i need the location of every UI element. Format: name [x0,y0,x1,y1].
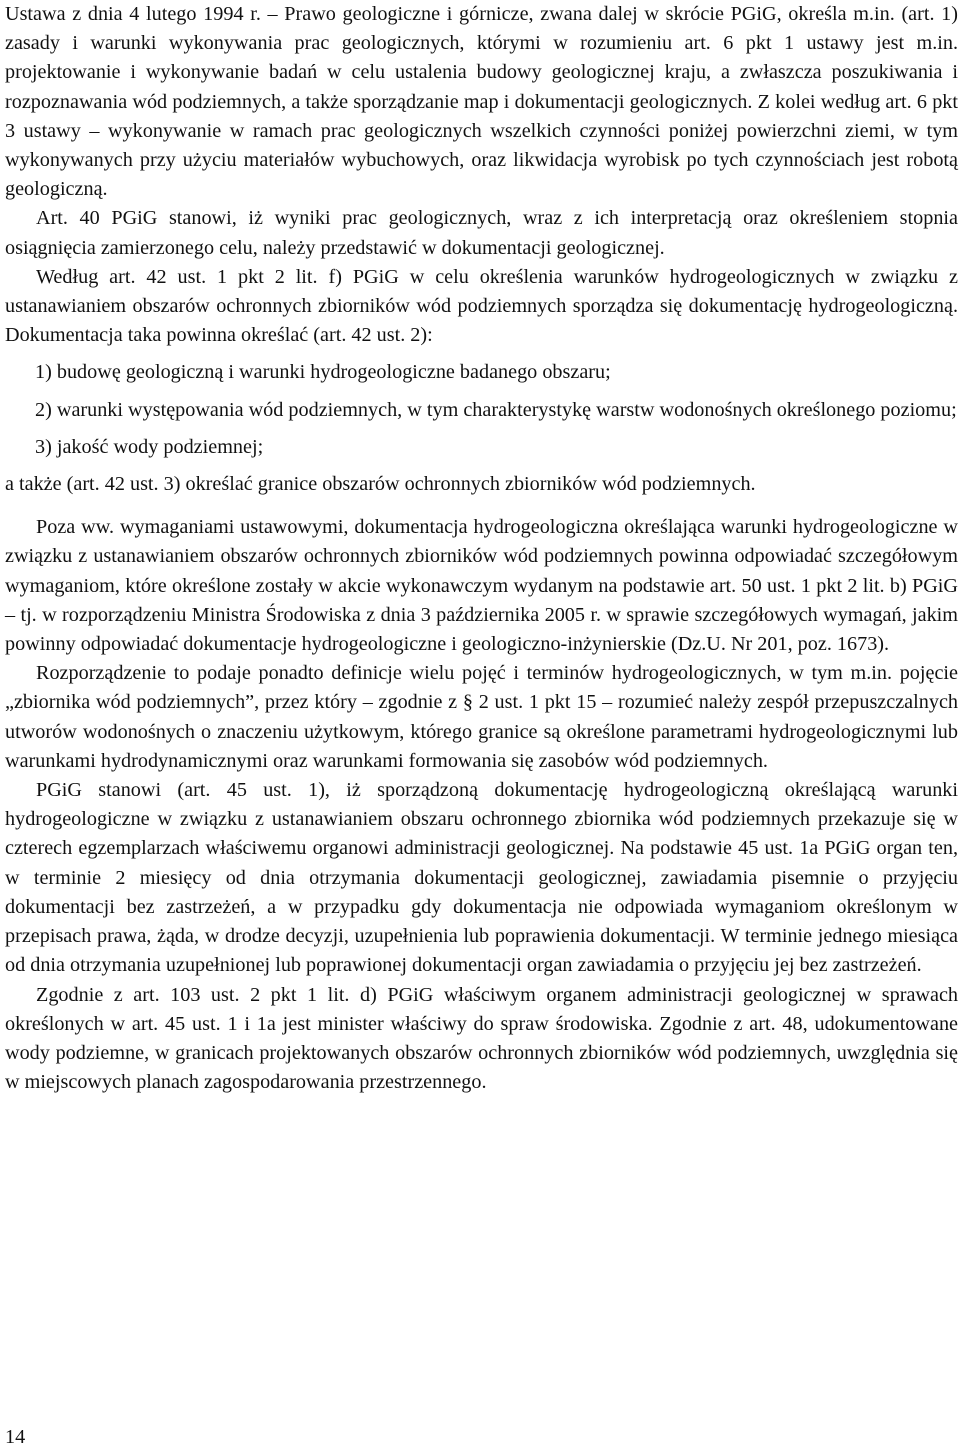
paragraph-art-42: Według art. 42 ust. 1 pkt 2 lit. f) PGiG w celu określenia warunków hydrogeologicznych w związku z ustanawianiem obszarów ochronnych zbiorników wód podziemnych sporządza się dokumentację hydrogeologiczną. Dokumentacja taka powinna określać (art. 42 ust. 2): [5,265,958,347]
requirements-list [5,358,958,462]
paragraph-art-45: PGiG stanowi (art. 45 ust. 1), iż sporządzoną dokumentację hydrogeologiczną określającą warunki hydrogeologiczne w związku z ustanawianiem obszaru ochronnego zbiornika wód podziemnych przekazuje się w czterech egzemplarzach właściwemu organowi administracji geologicznej. Na podstawie 45 ust. 1a PGiG organ ten, w terminie 2 miesięcy od dnia otrzymania dokumentacji geologicznej, zawiadamia pisemnie o przyjęciu dokumentacji bez zastrzeżeń, a w przypadku gdy dokumentacja nie odpowiada wymaganiom określonym w przepisach prawa, żąda, w drodze decyzji, uzupełnienia lub poprawienia dokumentacji. W terminie jednego miesiąca od dnia otrzymania uzupełnionej lub poprawionej dokumentacji organ zawiadamia o przyjęciu jej bez zastrzeżeń. [5,779,958,977]
list-item: 2) warunki występowania wód podziemnych, w tym charakterystykę warstw wodonośnych określonego poziomu; [35,398,957,421]
paragraph-intro [5,0,958,204]
document-page [5,0,958,1097]
list-item: 1) budowę geologiczną i warunki hydrogeologiczne badanego obszaru; [35,361,611,384]
paragraph-definitions: Rozporządzenie to podaje ponadto definicje wielu pojęć i terminów hydrogeologicznych, w tym m.in. pojęcie „zbiornika wód podziemnych”, przez który – zgodnie z § 2 ust. 1 pkt 15 – rozumieć należy zespół przepuszczalnych utworów wodonośnych o znaczeniu użytkowym, którego granice są określone parametrami hydrogeologicznymi lub warunkami hydrodynamicznymi oraz warunkami formowania się zasobów wód podziemnych. [5,662,958,772]
paragraph-requirements: Poza ww. wymaganiami ustawowymi, dokumentacja hydrogeologiczna określająca warunki hydrogeologiczne w związku z ustanawianiem obszarów ochronnych zbiorników wód podziemnych powinna odpowiadać szczegółowym wymaganiom, które określone zostały w akcie wykonawczym wydanym na podstawie art. 50 ust. 1 pkt 2 lit. b) PGiG – tj. w rozporządzeniu Ministra Środowiska z dnia 3 października 2005 r. w sprawie szczegółowych wymagań, jakim powinny odpowiadać dokumentacje hydrogeologiczne i geologiczno-inżynierskie (Dz.U. Nr 201, poz. 1673). [5,516,958,656]
paragraph-intro-text: Ustawa z dnia 4 lutego 1994 r. – Prawo geologiczne i górnicze, zwana dalej w skrócie PGiG, określa m.in. (art. 1) zasady i warunki wykonywania prac geologicznych, którymi w rozumieniu art. 6 pkt 1 ustawy jest m.in. projektowanie i wykonywanie badań w celu ustalenia budowy geologicznej kraju, a zwłaszcza poszukiwania i rozpoznawania wód podziemnych, a także sporządzanie map i dokumentacji geologicznych. Z kolei według art. 6 pkt 3 ustawy – wykonywanie w ramach prac geologicznych wszelkich czynności poniżej powierzchni ziemi, w tym wykonywanych przy użyciu materiałów wybuchowych, oraz likwidacja wyrobisk po tych czynnościach jest robotą geologiczną. [5,3,958,201]
page-number: 14 [5,1426,26,1448]
list-item: 3) jakość wody podziemnej; [35,435,264,458]
paragraph-art-40: Art. 40 PGiG stanowi, iż wyniki prac geologicznych, wraz z ich interpretacją oraz określeniem stopnia osiągnięcia zamierzonego celu, należy przedstawić w dokumentacji geologicznej. [5,207,958,259]
paragraph-art-103: Zgodnie z art. 103 ust. 2 pkt 1 lit. d) PGiG właściwym organem administracji geologicznej w sprawach określonych w art. 45 ust. 1 i 1a jest minister właściwy do spraw środowiska. Zgodnie z art. 48, udokumentowane wody podziemne, w granicach projektowanych obszarów ochronnych zbiorników wód podziemnych, uwzględnia się w miejscowych planach zagospodarowania przestrzennego. [5,983,958,1094]
list-tail-line: a także (art. 42 ust. 3) określać granice obszarów ochronnych zbiorników wód podziemnych. [5,473,756,496]
